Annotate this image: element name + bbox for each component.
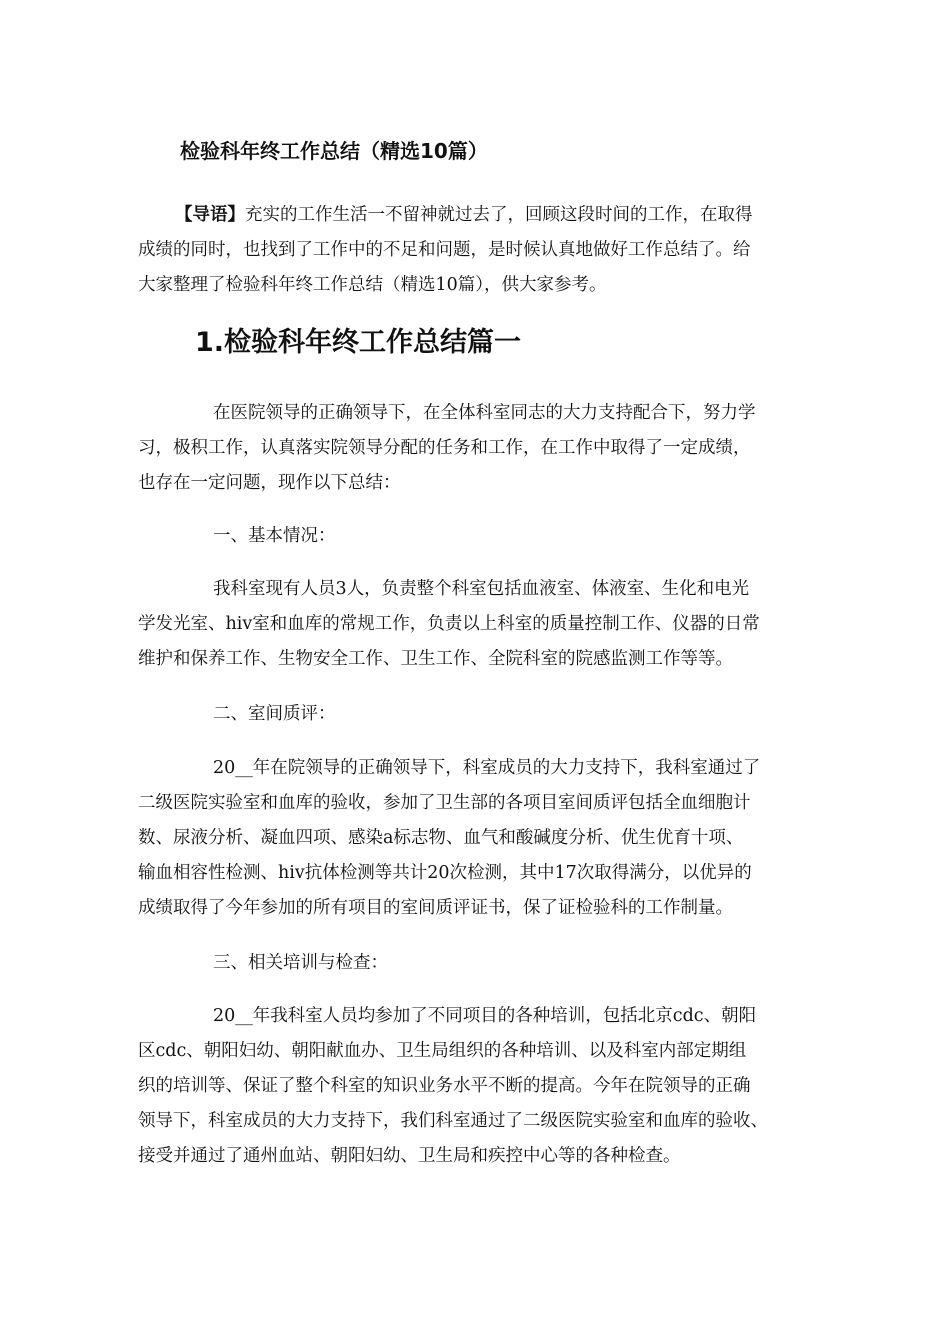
intro-label: 【导语】 [175,205,245,225]
paragraph-line: 接受并通过了通州血站、朝阳妇幼、卫生局和疾控中心等的各种检查。 [138,1146,681,1166]
paragraph-line: 20__年在院领导的正确领导下，科室成员的大力支持下，我科室通过了 [213,758,761,778]
paragraph-training [138,999,818,1174]
paragraph-line: 二级医院实验室和血库的验收，参加了卫生部的各项目室间质评包括全血细胞计 [138,793,751,813]
document-title: 检验科年终工作总结（精选10篇） [180,139,488,163]
paragraph-line: 在医院领导的正确领导下，在全体科室同志的大力支持配合下，努力学 [213,403,756,423]
paragraph-line: 输血相容性检测、hiv抗体检测等共计20次检测，其中17次取得满分，以优异的 [138,863,752,883]
paragraph-line: 学发光室、hiv室和血库的常规工作，负责以上科室的质量控制工作、仪器的日常 [138,614,760,634]
paragraph-line: 区cdc、朝阳妇幼、朝阳献血办、卫生局组织的各种培训、以及科室内部定期组 [138,1041,747,1061]
paragraph-line: 20__年我科室人员均参加了不同项目的各种培训，包括北京cdc、朝阳 [213,1006,757,1026]
paragraph-line: 数、尿液分析、凝血四项、感染a标志物、血气和酸碱度分析、优生优育十项、 [138,828,744,848]
subheading-text: 三、相关培训与检查： [213,953,388,973]
subheading-basic [138,519,818,554]
subheading-training [138,946,818,981]
paragraph-basic [138,572,818,677]
paragraph-line: 维护和保养工作、生物安全工作、卫生工作、全院科室的院感监测工作等等。 [138,649,733,669]
subheading-text: 一、基本情况： [213,526,336,546]
intro-line: 成绩的同时，也找到了工作中的不足和问题，是时候认真地做好工作总结了。给 [138,240,751,260]
subheading-eqa [138,697,818,732]
subheading-text: 二、室间质评： [213,704,336,724]
intro-paragraph [138,198,818,303]
paragraph-eqa [138,751,818,926]
paragraph-line: 我科室现有人员3人，负责整个科室包括血液室、体液室、生化和电光 [213,579,750,599]
paragraph-line: 成绩取得了今年参加的所有项目的室间质评证书，保了证检验科的工作制量。 [138,898,733,918]
paragraph-line: 习，极积工作，认真落实院领导分配的任务和工作，在工作中取得了一定成绩， [138,438,751,458]
paragraph-line: 也存在一定问题，现作以下总结： [138,473,401,493]
section-heading: 1.检验科年终工作总结篇一 [195,327,522,358]
paragraph-line: 织的培训等、保证了整个科室的知识业务水平不断的提高。今年在院领导的正确 [138,1076,751,1096]
intro-line: 充实的工作生活一不留神就过去了，回顾这段时间的工作，在取得 [245,205,753,225]
intro-line: 大家整理了检验科年终工作总结（精选10篇），供大家参考。 [138,275,607,295]
paragraph-line: 领导下，科室成员的大力支持下，我们科室通过了二级医院实验室和血库的验收、 [138,1111,768,1131]
paragraph-opening [138,396,818,501]
